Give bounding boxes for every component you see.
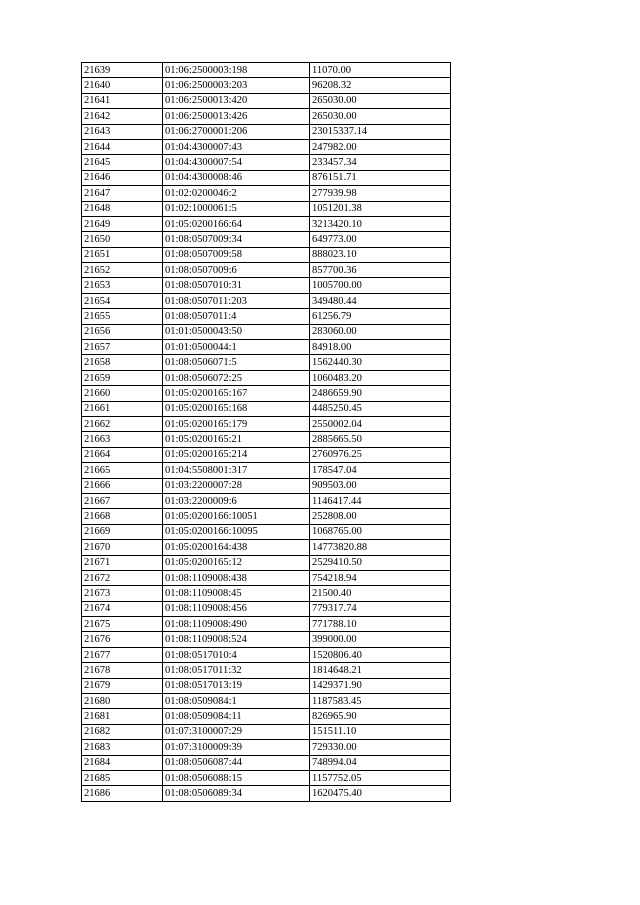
row-number-cell: 21678 xyxy=(82,663,163,678)
table-row xyxy=(82,155,451,170)
row-number-cell: 21675 xyxy=(82,617,163,632)
table-row xyxy=(82,278,451,293)
value-cell: 1060483.20 xyxy=(310,370,451,385)
row-number-cell: 21653 xyxy=(82,278,163,293)
cadastral-number-cell: 01:05:0200165:179 xyxy=(163,416,310,431)
row-number-cell: 21668 xyxy=(82,509,163,524)
cadastral-number-cell: 01:01:0500044:1 xyxy=(163,340,310,355)
row-number-cell: 21667 xyxy=(82,493,163,508)
row-number-cell: 21673 xyxy=(82,586,163,601)
row-number-cell: 21650 xyxy=(82,232,163,247)
table-row xyxy=(82,124,451,139)
table-row xyxy=(82,509,451,524)
value-cell: 1146417.44 xyxy=(310,493,451,508)
cadastral-number-cell: 01:08:0507009:34 xyxy=(163,232,310,247)
table-row xyxy=(82,478,451,493)
cadastral-number-cell: 01:08:0507011:203 xyxy=(163,293,310,308)
cadastral-number-cell: 01:08:0506071:5 xyxy=(163,355,310,370)
row-number-cell: 21652 xyxy=(82,263,163,278)
table-row xyxy=(82,617,451,632)
cadastral-number-cell: 01:05:0200165:167 xyxy=(163,386,310,401)
value-cell: 1005700.00 xyxy=(310,278,451,293)
table-row xyxy=(82,247,451,262)
cadastral-number-cell: 01:07:3100009:39 xyxy=(163,740,310,755)
row-number-cell: 21647 xyxy=(82,186,163,201)
cadastral-number-cell: 01:08:0507011:4 xyxy=(163,309,310,324)
value-cell: 349480.44 xyxy=(310,293,451,308)
table-row xyxy=(82,540,451,555)
cadastral-number-cell: 01:08:0506089:34 xyxy=(163,786,310,801)
row-number-cell: 21648 xyxy=(82,201,163,216)
table-row xyxy=(82,678,451,693)
cadastral-number-cell: 01:06:2500003:198 xyxy=(163,63,310,78)
table-row xyxy=(82,724,451,739)
cadastral-number-cell: 01:07:3100007:29 xyxy=(163,724,310,739)
table-row xyxy=(82,263,451,278)
row-number-cell: 21657 xyxy=(82,340,163,355)
table-row xyxy=(82,170,451,185)
cadastral-number-cell: 01:08:0517013:19 xyxy=(163,678,310,693)
table-row xyxy=(82,463,451,478)
row-number-cell: 21656 xyxy=(82,324,163,339)
row-number-cell: 21674 xyxy=(82,601,163,616)
cadastral-number-cell: 01:08:1109008:438 xyxy=(163,570,310,585)
table-row xyxy=(82,216,451,231)
table-row xyxy=(82,355,451,370)
row-number-cell: 21642 xyxy=(82,109,163,124)
value-cell: 729330.00 xyxy=(310,740,451,755)
value-cell: 771788.10 xyxy=(310,617,451,632)
cadastral-number-cell: 01:04:5508001:317 xyxy=(163,463,310,478)
cadastral-number-cell: 01:08:1109008:490 xyxy=(163,617,310,632)
value-cell: 2760976.25 xyxy=(310,447,451,462)
row-number-cell: 21666 xyxy=(82,478,163,493)
table-row xyxy=(82,401,451,416)
value-cell: 649773.00 xyxy=(310,232,451,247)
row-number-cell: 21681 xyxy=(82,709,163,724)
table-row xyxy=(82,324,451,339)
table-row xyxy=(82,694,451,709)
row-number-cell: 21680 xyxy=(82,694,163,709)
row-number-cell: 21677 xyxy=(82,647,163,662)
value-cell: 23015337.14 xyxy=(310,124,451,139)
value-cell: 247982.00 xyxy=(310,139,451,154)
row-number-cell: 21686 xyxy=(82,786,163,801)
row-number-cell: 21679 xyxy=(82,678,163,693)
cadastral-number-cell: 01:08:1109008:524 xyxy=(163,632,310,647)
cadastral-number-cell: 01:06:2700001:206 xyxy=(163,124,310,139)
cadastral-number-cell: 01:08:0506088:15 xyxy=(163,770,310,785)
table-row xyxy=(82,740,451,755)
table-row xyxy=(82,340,451,355)
cadastral-number-cell: 01:08:0509084:1 xyxy=(163,694,310,709)
value-cell: 61256.79 xyxy=(310,309,451,324)
cadastral-number-cell: 01:08:0507009:6 xyxy=(163,263,310,278)
cadastral-number-cell: 01:05:0200164:438 xyxy=(163,540,310,555)
table-row xyxy=(82,93,451,108)
value-cell: 876151.71 xyxy=(310,170,451,185)
table-row xyxy=(82,78,451,93)
table-row xyxy=(82,663,451,678)
table-row xyxy=(82,386,451,401)
table-row xyxy=(82,632,451,647)
row-number-cell: 21684 xyxy=(82,755,163,770)
row-number-cell: 21660 xyxy=(82,386,163,401)
row-number-cell: 21641 xyxy=(82,93,163,108)
value-cell: 151511.10 xyxy=(310,724,451,739)
table-row xyxy=(82,786,451,801)
value-cell: 4485250.45 xyxy=(310,401,451,416)
cadastral-number-cell: 01:05:0200166:10051 xyxy=(163,509,310,524)
cadastral-number-cell: 01:05:0200165:21 xyxy=(163,432,310,447)
value-cell: 857700.36 xyxy=(310,263,451,278)
table-row xyxy=(82,555,451,570)
value-cell: 283060.00 xyxy=(310,324,451,339)
table-row xyxy=(82,309,451,324)
cadastral-number-cell: 01:05:0200165:12 xyxy=(163,555,310,570)
cadastral-number-cell: 01:06:2500013:420 xyxy=(163,93,310,108)
cadastral-number-cell: 01:06:2500003:203 xyxy=(163,78,310,93)
value-cell: 277939.98 xyxy=(310,186,451,201)
table-row xyxy=(82,63,451,78)
value-cell: 2486659.90 xyxy=(310,386,451,401)
table-row xyxy=(82,601,451,616)
cadastral-number-cell: 01:08:1109008:45 xyxy=(163,586,310,601)
row-number-cell: 21658 xyxy=(82,355,163,370)
row-number-cell: 21671 xyxy=(82,555,163,570)
cadastral-number-cell: 01:03:2200009:6 xyxy=(163,493,310,508)
value-cell: 14773820.88 xyxy=(310,540,451,555)
cadastral-number-cell: 01:06:2500013:426 xyxy=(163,109,310,124)
value-cell: 233457.34 xyxy=(310,155,451,170)
cadastral-number-cell: 01:08:0506087:44 xyxy=(163,755,310,770)
value-cell: 1814648.21 xyxy=(310,663,451,678)
value-cell: 96208.32 xyxy=(310,78,451,93)
table-row xyxy=(82,109,451,124)
cadastral-number-cell: 01:05:0200165:214 xyxy=(163,447,310,462)
table-row xyxy=(82,232,451,247)
cadastral-number-cell: 01:04:4300008:46 xyxy=(163,170,310,185)
row-number-cell: 21654 xyxy=(82,293,163,308)
value-cell: 1429371.90 xyxy=(310,678,451,693)
value-cell: 1051201.38 xyxy=(310,201,451,216)
value-cell: 909503.00 xyxy=(310,478,451,493)
table-row xyxy=(82,755,451,770)
cadastral-number-cell: 01:08:0517010:4 xyxy=(163,647,310,662)
cadastral-number-cell: 01:08:1109008:456 xyxy=(163,601,310,616)
row-number-cell: 21659 xyxy=(82,370,163,385)
value-cell: 265030.00 xyxy=(310,109,451,124)
value-cell: 2529410.50 xyxy=(310,555,451,570)
row-number-cell: 21665 xyxy=(82,463,163,478)
table-row xyxy=(82,201,451,216)
cadastral-number-cell: 01:08:0509084:11 xyxy=(163,709,310,724)
cadastral-number-cell: 01:02:1000061:5 xyxy=(163,201,310,216)
table-row xyxy=(82,447,451,462)
value-cell: 399000.00 xyxy=(310,632,451,647)
value-cell: 754218.94 xyxy=(310,570,451,585)
row-number-cell: 21662 xyxy=(82,416,163,431)
cadastral-number-cell: 01:05:0200166:64 xyxy=(163,216,310,231)
value-cell: 3213420.10 xyxy=(310,216,451,231)
value-cell: 1068765.00 xyxy=(310,524,451,539)
row-number-cell: 21685 xyxy=(82,770,163,785)
row-number-cell: 21682 xyxy=(82,724,163,739)
value-cell: 84918.00 xyxy=(310,340,451,355)
value-cell: 1157752.05 xyxy=(310,770,451,785)
table-row xyxy=(82,524,451,539)
row-number-cell: 21645 xyxy=(82,155,163,170)
value-cell: 826965.90 xyxy=(310,709,451,724)
row-number-cell: 21672 xyxy=(82,570,163,585)
table-row xyxy=(82,647,451,662)
cadastral-number-cell: 01:08:0517011:32 xyxy=(163,663,310,678)
cadastral-number-cell: 01:08:0506072:25 xyxy=(163,370,310,385)
table-row xyxy=(82,493,451,508)
table-row xyxy=(82,186,451,201)
row-number-cell: 21676 xyxy=(82,632,163,647)
value-cell: 1187583.45 xyxy=(310,694,451,709)
row-number-cell: 21640 xyxy=(82,78,163,93)
value-cell: 2885665.50 xyxy=(310,432,451,447)
row-number-cell: 21649 xyxy=(82,216,163,231)
row-number-cell: 21644 xyxy=(82,139,163,154)
table-row xyxy=(82,139,451,154)
table-row xyxy=(82,770,451,785)
value-cell: 21500.40 xyxy=(310,586,451,601)
row-number-cell: 21663 xyxy=(82,432,163,447)
value-cell: 178547.04 xyxy=(310,463,451,478)
cadastral-number-cell: 01:08:0507009:58 xyxy=(163,247,310,262)
row-number-cell: 21664 xyxy=(82,447,163,462)
cadastral-number-cell: 01:03:2200007:28 xyxy=(163,478,310,493)
value-cell: 1562440.30 xyxy=(310,355,451,370)
row-number-cell: 21670 xyxy=(82,540,163,555)
table-row xyxy=(82,709,451,724)
value-cell: 779317.74 xyxy=(310,601,451,616)
cadastral-number-cell: 01:05:0200166:10095 xyxy=(163,524,310,539)
cadastral-number-cell: 01:05:0200165:168 xyxy=(163,401,310,416)
row-number-cell: 21646 xyxy=(82,170,163,185)
table-row xyxy=(82,416,451,431)
value-cell: 1520806.40 xyxy=(310,647,451,662)
cadastral-number-cell: 01:04:4300007:54 xyxy=(163,155,310,170)
cadastral-number-cell: 01:04:4300007:43 xyxy=(163,139,310,154)
table-row xyxy=(82,570,451,585)
value-cell: 2550002.04 xyxy=(310,416,451,431)
row-number-cell: 21669 xyxy=(82,524,163,539)
data-table xyxy=(81,62,451,802)
value-cell: 11070.00 xyxy=(310,63,451,78)
row-number-cell: 21651 xyxy=(82,247,163,262)
table-row xyxy=(82,293,451,308)
cadastral-number-cell: 01:08:0507010:31 xyxy=(163,278,310,293)
value-cell: 1620475.40 xyxy=(310,786,451,801)
row-number-cell: 21683 xyxy=(82,740,163,755)
row-number-cell: 21643 xyxy=(82,124,163,139)
value-cell: 888023.10 xyxy=(310,247,451,262)
cadastral-number-cell: 01:01:0500043:50 xyxy=(163,324,310,339)
row-number-cell: 21639 xyxy=(82,63,163,78)
table-body xyxy=(82,63,451,802)
table-row xyxy=(82,370,451,385)
cadastral-number-cell: 01:02:0200046:2 xyxy=(163,186,310,201)
table-row xyxy=(82,586,451,601)
row-number-cell: 21661 xyxy=(82,401,163,416)
row-number-cell: 21655 xyxy=(82,309,163,324)
table-row xyxy=(82,432,451,447)
value-cell: 265030.00 xyxy=(310,93,451,108)
value-cell: 748994.04 xyxy=(310,755,451,770)
value-cell: 252808.00 xyxy=(310,509,451,524)
